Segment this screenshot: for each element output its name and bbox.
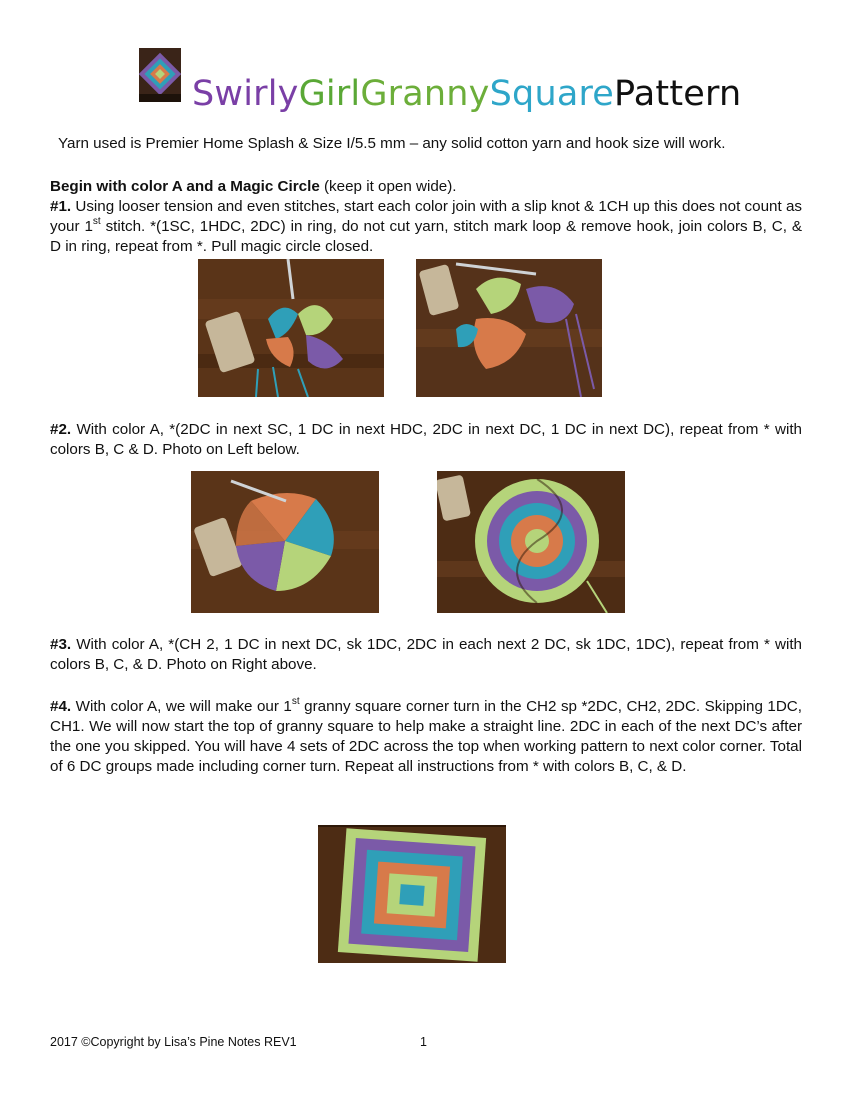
step2-label: #2. [50, 421, 72, 438]
page-title [192, 70, 741, 118]
step1-text-a: Using looser tension and even stitches, start each color join with a slip knot & 1CH up this does not count as your 1 [50, 198, 802, 235]
step4-sup: st [291, 695, 300, 707]
page-number: 1 [420, 1035, 427, 1049]
step1-sup: st [92, 215, 101, 227]
step2-photo-left [191, 471, 379, 613]
crochet-photo-image [198, 259, 384, 397]
crochet-photo-image [416, 259, 602, 397]
step4-photo-finished-square [318, 825, 506, 963]
step4-text-b: granny square corner turn in the CH2 sp *2DC, CH2, 2DC. Skipping 1DC, CH1. We will now start the top of granny square to help make a straight line. 2DC in each of the next DC’s after the one you skipped. You will have 4 sets of 2DC across the top when working pattern to next color corner. Total of 6 DC groups made including corner turn. Repeat all instructions from * with colors B, C, & D. [50, 698, 802, 775]
step3-text: With color A, *(CH 2, 1 DC in next DC, sk 1DC, 2DC in each next 2 DC, sk 1DC, 1DC), repeat from * with colors B, C, & D. Photo on Right above. [50, 636, 802, 673]
begin-bold-text: Begin with color A and a Magic Circle [50, 178, 320, 195]
step2-text: With color A, *(2DC in next SC, 1 DC in next HDC, 2DC in next DC, 1 DC in next DC), repeat from * with colors B, C & D. Photo on Left below. [50, 421, 802, 458]
step3-label: #3. [50, 636, 72, 653]
logo-granny-square-icon [139, 48, 181, 102]
begin-rest-text: (keep it open wide). [319, 178, 457, 195]
step1-photo-left [198, 259, 384, 397]
step1-label: #1. [50, 198, 72, 215]
footer-copyright: 2017 ©Copyright by Lisa’s Pine Notes REV1 [50, 1035, 297, 1049]
step3-photo-right [437, 471, 625, 613]
crochet-photo-image [318, 825, 506, 963]
step1-photo-right [416, 259, 602, 397]
title-word-swirly: Swirly [192, 74, 299, 114]
step2-paragraph [50, 420, 802, 460]
title-word-granny: Granny [360, 74, 490, 114]
step3-paragraph [50, 635, 802, 675]
title-word-square: Square [489, 74, 615, 114]
step4-paragraph [50, 697, 802, 777]
intro-text: Yarn used is Premier Home Splash & Size I/5.5 mm – any solid cotton yarn and hook size will work. [58, 135, 726, 152]
logo-image [139, 48, 181, 102]
crochet-photo-image [191, 471, 379, 613]
begin-paragraph [50, 177, 802, 257]
step1-text-b: stitch. *(1SC, 1HDC, 2DC) in ring, do not cut yarn, stitch mark loop & remove hook, join colors B, C, & D in ring, repeat from *. Pull magic circle closed. [50, 218, 802, 255]
step4-label: #4. [50, 698, 72, 715]
step4-text-a: With color A, we will make our 1 [71, 698, 292, 715]
crochet-photo-image [437, 471, 625, 613]
title-word-pattern: Pattern [614, 74, 742, 114]
title-word-girl: Girl [298, 74, 361, 114]
